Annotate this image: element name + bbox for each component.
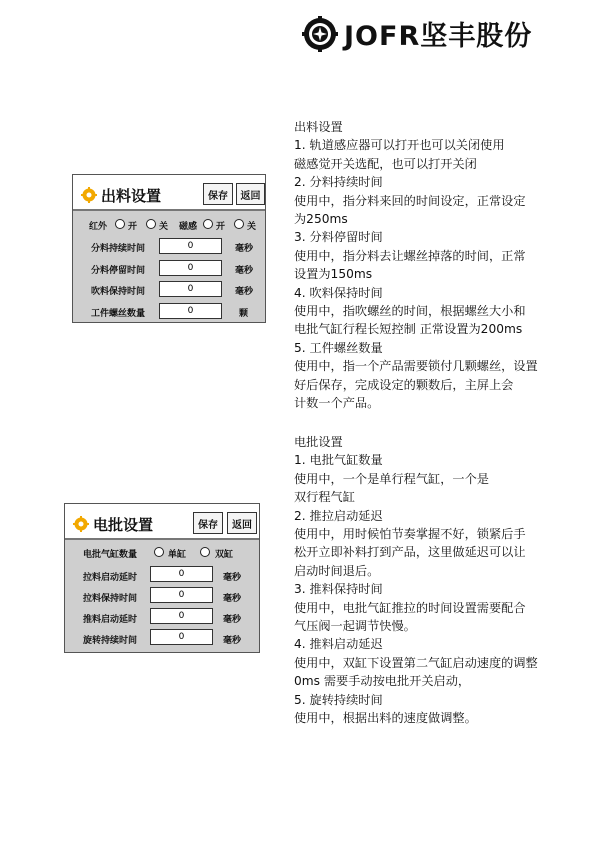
discharge-settings-notes [294,118,589,413]
doc-line: 2. 分料持续时间 [294,175,383,190]
row-label-push-start-delay: 推料启动延时 [83,615,138,625]
row-label-rotation-duration: 旋转持续时间 [83,636,138,646]
doc-line: 计数一个产品。 [294,396,380,411]
unit-label: 颗 [239,309,249,319]
doc-line: 双行程气缸 [294,490,355,505]
feed-dwell-input[interactable] [159,260,222,276]
driver-settings-notes [294,433,589,728]
cylinder-count-label: 电批气缸数量 [83,550,138,560]
doc-line: 使用中，一个是单行程气缸，一个是 [294,471,489,486]
doc-line: 使用中，双缸下设置第二气缸启动速度的调整 [294,655,538,670]
rotation-duration-input[interactable] [150,629,213,645]
doc-line: 使用中，指吹螺丝的时间，根据螺丝大小和 [294,304,526,319]
magnetic-open-radio[interactable] [203,219,213,229]
doc-line: 4. 吹料保持时间 [294,285,383,300]
doc-line: 5. 工件螺丝数量 [294,340,383,355]
doc-line: 3. 推料保持时间 [294,582,383,597]
doc-line: 3. 分料停留时间 [294,230,383,245]
doc-line: 使用中，指分料去让螺丝掉落的时间，正常 [294,248,526,263]
doc-line: 气压阀一起调节快慢。 [294,619,416,634]
feed-duration-input[interactable] [159,238,222,254]
save-button[interactable]: 保存 [193,512,223,534]
infrared-label: 红外 [89,222,108,232]
infrared-close-radio[interactable] [146,219,156,229]
discharge-settings-panel [72,174,266,323]
unit-label: 毫秒 [235,287,254,297]
doc-line: 使用中，根据出料的速度做调整。 [294,711,477,726]
pull-start-delay-input[interactable] [150,566,213,582]
magnetic-close-radio[interactable] [234,219,244,229]
infrared-open-radio[interactable] [115,219,125,229]
brand-logo [302,14,532,53]
blow-hold-input[interactable] [159,281,222,297]
doc-line: 出料设置 [294,120,343,134]
save-button[interactable]: 保存 [203,183,233,205]
row-label-screw-count: 工件螺丝数量 [91,309,146,319]
magnetic-close-label: 关 [247,222,257,232]
doc-line: 1. 电批气缸数量 [294,453,383,468]
row-label-blow-hold: 吹料保持时间 [91,287,146,297]
doc-line: 5. 旋转持续时间 [294,692,383,707]
single-cylinder-radio[interactable] [154,547,164,557]
doc-line: 好后保存，完成设定的颗数后，主屏上会 [294,377,514,392]
doc-line: 4. 推料启动延迟 [294,637,383,652]
unit-label: 毫秒 [223,594,242,604]
doc-line: 使用中，指分料来回的时间设定，正常设定 [294,193,526,208]
screw-count-input[interactable] [159,303,222,319]
logo-text: JOFR坚丰股份 [344,21,533,52]
unit-label: 毫秒 [223,636,242,646]
unit-label: 毫秒 [223,573,242,583]
doc-line: 使用中，电批气缸推拉的时间设置需要配合 [294,600,526,615]
doc-line: 0ms 需要手动按电批开关启动， [294,674,471,689]
panel-title: 出料设置 [101,187,162,205]
doc-line: 设置为150ms [294,267,373,282]
row-label-feed-dwell: 分料停留时间 [91,266,146,276]
logo-gear-icon [302,16,338,52]
doc-line: 松开立即补料打到产品，这里做延迟可以让 [294,545,526,560]
row-label-pull-start-delay: 拉料启动延时 [83,573,138,583]
doc-line: 为250ms [294,212,348,227]
unit-label: 毫秒 [235,244,254,254]
doc-line: 启动时间退后。 [294,563,380,578]
driver-settings-panel [64,503,260,653]
panel-title: 电批设置 [93,516,154,534]
doc-line: 使用中，指一个产品需要锁付几颗螺丝，设置 [294,359,538,374]
infrared-close-label: 关 [159,222,169,232]
gear-icon [81,187,97,203]
unit-label: 毫秒 [235,266,254,276]
unit-label: 毫秒 [223,615,242,625]
doc-line: 1. 轨道感应器可以打开也可以关闭使用 [294,138,505,153]
row-label-pull-hold: 拉料保持时间 [83,594,138,604]
doc-line: 使用中，用时候怕节奏掌握不好，锁紧后手 [294,527,526,542]
doc-line: 2. 推拉启动延迟 [294,508,383,523]
double-cylinder-label: 双缸 [215,550,234,560]
row-label-feed-duration: 分料持续时间 [91,244,146,254]
magnetic-label: 磁感 [179,222,198,232]
infrared-open-label: 开 [128,222,138,232]
doc-line: 磁感觉开关选配，也可以打开关闭 [294,156,477,171]
doc-line: 电批气缸行程长短控制 正常设置为200ms [294,322,523,337]
doc-line: 电批设置 [294,435,343,449]
back-button[interactable]: 返回 [236,183,265,205]
double-cylinder-radio[interactable] [200,547,210,557]
magnetic-open-label: 开 [216,222,226,232]
single-cylinder-label: 单缸 [168,550,187,560]
back-button[interactable]: 返回 [227,512,257,534]
gear-icon [73,516,89,532]
pull-hold-input[interactable] [150,587,213,603]
push-start-delay-input[interactable] [150,608,213,624]
